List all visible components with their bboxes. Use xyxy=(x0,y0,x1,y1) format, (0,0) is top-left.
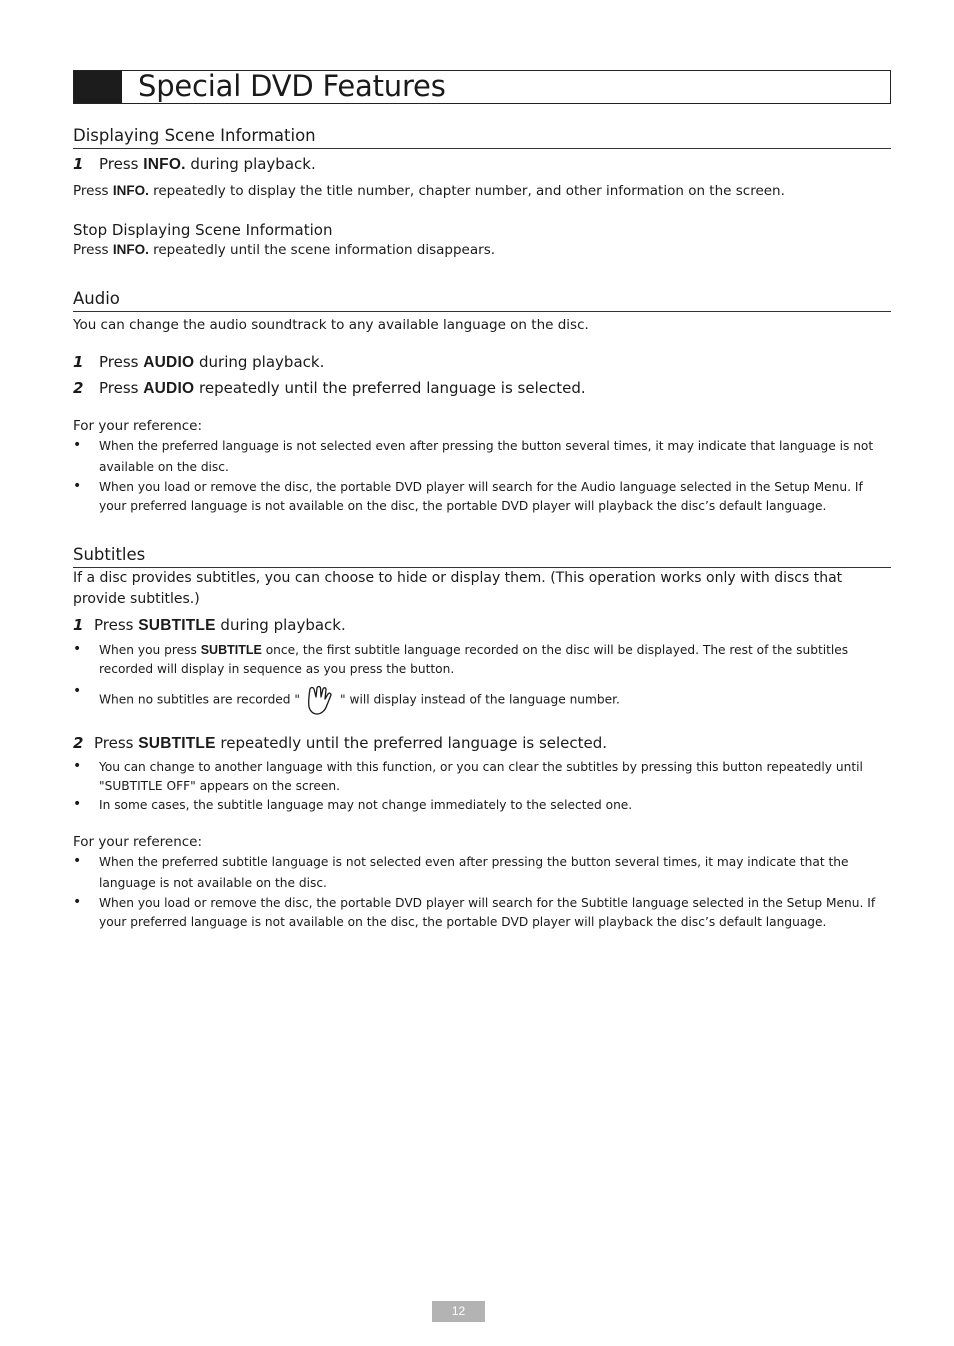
title-block-decoration xyxy=(74,71,122,103)
subtitles-intro: If a disc provides subtitles, you can choose to hide or display them. (This operation works only with discs that provide subtitles.) xyxy=(73,570,843,607)
audio-section xyxy=(73,289,891,516)
step-text: repeatedly until the preferred language is selected. xyxy=(199,379,586,397)
item-text: When you press xyxy=(99,643,197,657)
page-title: Special DVD Features xyxy=(138,69,446,103)
step-number: 2 xyxy=(73,379,84,397)
desc-text: repeatedly to display the title number, chapter number, and other information on the screen. xyxy=(153,183,785,199)
stop-scene-heading: Stop Displaying Scene Information xyxy=(73,221,333,239)
audio-reference-heading xyxy=(73,418,891,434)
item-text: once, the first subtitle language recorded on the disc will be displayed. The rest of the subtitles recorded will display in sequence as you press the button. xyxy=(99,643,849,676)
hand-stop-icon xyxy=(303,683,337,717)
step-text: during playback. xyxy=(190,155,316,173)
step-text: during playback. xyxy=(220,616,346,634)
audio-intro: You can change the audio soundtrack to any available language on the disc. xyxy=(73,317,589,333)
audio-key: AUDIO xyxy=(143,354,195,371)
list-item xyxy=(73,683,891,717)
list-item: • When you load or remove the disc, the portable DVD player will search for the Audio language selected in the Setup Menu. If your preferred language is not available on the disc, the portable DVD player will playback the disc’s default language. xyxy=(73,478,891,516)
step-text: Press xyxy=(94,616,134,634)
page xyxy=(73,69,891,929)
list-item: • You can change to another language with this function, or you can clear the subtitles by pressing this button repeatedly until "SUBTITLE OFF" appears on the screen. xyxy=(73,758,891,796)
scene-description xyxy=(73,180,891,202)
step-text: Press xyxy=(99,353,139,371)
subtitle-step-1-list xyxy=(73,641,891,717)
list-item: • In some cases, the subtitle language may not change immediately to the selected one. xyxy=(73,796,891,815)
audio-key: AUDIO xyxy=(143,380,195,397)
step-text: repeatedly until the preferred language is selected. xyxy=(220,734,608,752)
list-item xyxy=(73,641,891,679)
subtitle-key: SUBTITLE xyxy=(138,617,216,634)
scene-info-section xyxy=(73,126,891,261)
info-key: INFO. xyxy=(112,183,149,198)
step-number: 2 xyxy=(73,734,84,752)
step-text: Press xyxy=(99,155,139,173)
info-key: INFO. xyxy=(112,242,149,257)
audio-heading: Audio xyxy=(73,289,891,312)
item-text: When no subtitles are recorded " xyxy=(99,692,301,707)
list-item: • When the preferred language is not selected even after pressing the button several times, it may indicate that language is not available on the disc. xyxy=(73,436,891,478)
audio-reference-list xyxy=(73,436,891,516)
subtitle-reference-list xyxy=(73,852,891,932)
list-item: • When you load or remove the disc, the portable DVD player will search for the Subtitle language selected in the Setup Menu. If your preferred language is not available on the disc, the portable DVD player will playback the disc’s default language. xyxy=(73,894,891,932)
item-text: " will display instead of the language number. xyxy=(340,692,620,707)
subtitle-step-2-list xyxy=(73,758,891,815)
page-title-bar xyxy=(73,70,891,104)
stop-scene-description xyxy=(73,239,891,261)
desc-text: repeatedly until the scene information disappears. xyxy=(153,242,496,258)
scene-step-1 xyxy=(73,155,891,174)
step-text: Press xyxy=(99,379,139,397)
audio-step-2 xyxy=(73,379,891,398)
step-number: 1 xyxy=(73,155,84,173)
subtitle-key: SUBTITLE xyxy=(138,735,216,752)
subtitle-key: SUBTITLE xyxy=(200,643,262,657)
subtitle-reference-heading: For your reference: xyxy=(73,834,203,850)
audio-step-1 xyxy=(73,353,891,372)
desc-text: Press xyxy=(73,183,109,199)
subtitles-section xyxy=(73,545,891,932)
desc-text: Press xyxy=(73,242,109,258)
list-item: • When the preferred subtitle language is not selected even after pressing the button several times, it may indicate that the language is not available on the disc. xyxy=(73,852,891,894)
subtitles-heading: Subtitles xyxy=(73,545,891,568)
ref-text: For your reference xyxy=(73,418,198,434)
subtitle-step-2 xyxy=(73,734,891,753)
page-number: 12 xyxy=(432,1301,485,1322)
step-text: during playback. xyxy=(199,353,325,371)
scene-info-heading: Displaying Scene Information xyxy=(73,126,891,149)
step-number: 1 xyxy=(73,616,84,634)
step-number: 1 xyxy=(73,353,84,371)
ref-colon: : xyxy=(197,418,203,434)
info-key: INFO. xyxy=(143,156,186,173)
subtitle-step-1 xyxy=(73,616,891,635)
step-text: Press xyxy=(94,734,134,752)
